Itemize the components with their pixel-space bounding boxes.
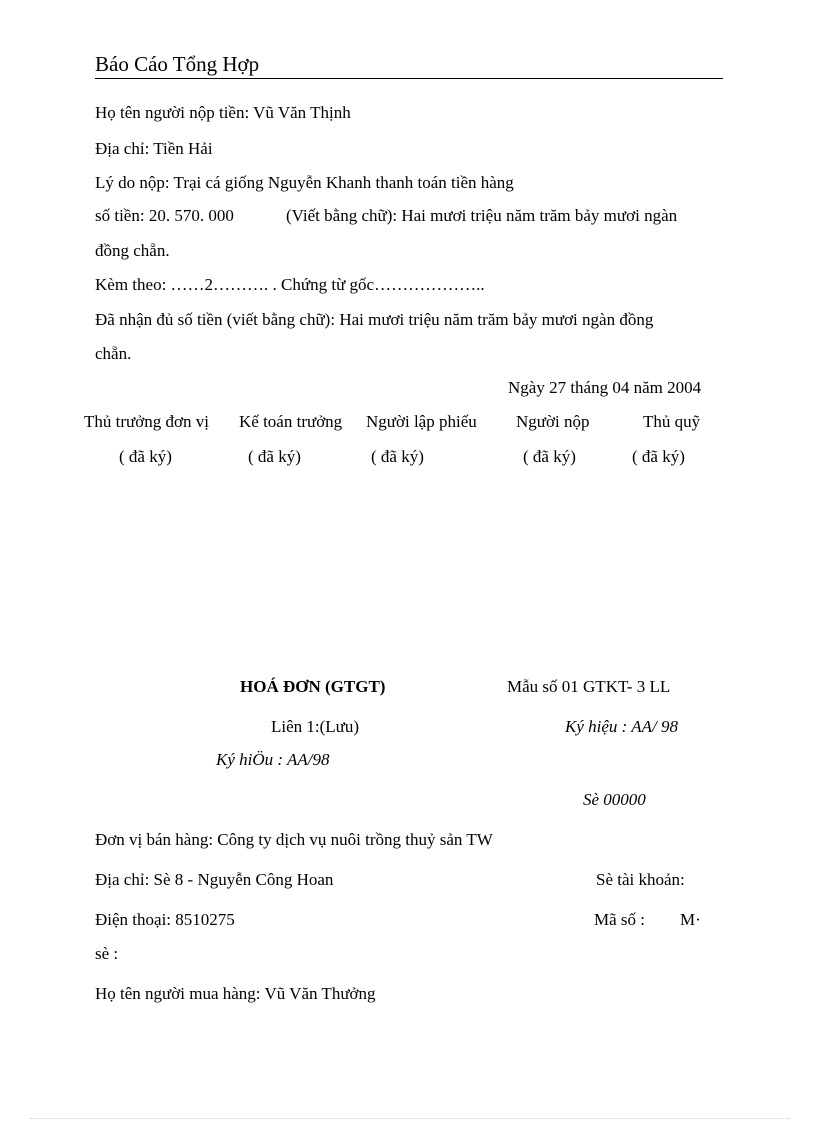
signature-role-head: Thủ trưởng đơn vị bbox=[84, 412, 209, 431]
seller-name: Đơn vị bán hàng: Công ty dịch vụ nuôi trồng thuỷ sản TW bbox=[95, 830, 493, 849]
signature-status-payer: ( đã ký) bbox=[523, 447, 576, 466]
page-title: Báo Cáo Tổng Hợp bbox=[95, 50, 723, 79]
received-amount: Đã nhận đủ số tiền (viết bằng chữ): Hai mươi triệu năm trăm bảy mươi ngàn đồng bbox=[95, 310, 654, 329]
invoice-title: HOÁ ĐƠN (GTGT) bbox=[240, 677, 386, 696]
signature-role-cashier: Thủ quỹ bbox=[643, 412, 701, 431]
tax-code: Mã số : bbox=[594, 910, 645, 929]
signature-status-head: ( đã ký) bbox=[119, 447, 172, 466]
payment-reason: Lý do nộp: Trại cá giống Nguyễn Khanh thanh toán tiền hàng bbox=[95, 173, 514, 192]
signature-status-preparer: ( đã ký) bbox=[371, 447, 424, 466]
account-number: Sè tài khoản: bbox=[596, 870, 685, 889]
received-amount-cont: chẵn. bbox=[95, 344, 132, 363]
amount-words-cont: đồng chẵn. bbox=[95, 241, 170, 260]
signature-role-chief-accountant: Kế toán trưởng bbox=[239, 412, 343, 431]
receipt-date: Ngày 27 tháng 04 năm 2004 bbox=[508, 378, 702, 397]
attached-docs: Kèm theo: ……2………. . Chứng từ gốc……………….. bbox=[95, 275, 485, 294]
signature-status-cashier: ( đã ký) bbox=[632, 447, 685, 466]
buyer-name: Họ tên người mua hàng: Vũ Văn Thưởng bbox=[95, 984, 376, 1003]
signature-role-payer: Người nộp bbox=[516, 412, 590, 431]
payer-address: Địa chỉ: Tiền Hải bbox=[95, 139, 213, 158]
signature-status-chief-accountant: ( đã ký) bbox=[248, 447, 301, 466]
amount-number: số tiền: 20. 570. 000 bbox=[95, 206, 234, 225]
seller-address: Địa chỉ: Sè 8 - Nguyễn Công Hoan bbox=[95, 870, 334, 889]
tax-code-cont: sè : bbox=[95, 944, 119, 963]
invoice-copy: Liên 1:(Lưu) bbox=[271, 717, 360, 736]
page-bottom-divider bbox=[30, 1118, 790, 1119]
amount-words: (Viết bằng chữ): Hai mươi triệu năm trăm bảy mươi ngàn bbox=[286, 206, 678, 225]
tax-code-tail: M· bbox=[680, 910, 701, 929]
seller-phone: Điện thoại: 8510275 bbox=[95, 910, 235, 929]
invoice-number: Sè 00000 bbox=[583, 790, 646, 809]
payer-name: Họ tên người nộp tiền: Vũ Văn Thịnh bbox=[95, 103, 351, 122]
invoice-symbol: Ký hiệu : AA/ 98 bbox=[565, 717, 678, 736]
invoice-form-number: Mẫu số 01 GTKT- 3 LL bbox=[507, 677, 671, 696]
invoice-symbol-alt: Ký hiÖu : AA/98 bbox=[216, 750, 330, 769]
signature-role-preparer: Người lập phiếu bbox=[366, 412, 477, 431]
